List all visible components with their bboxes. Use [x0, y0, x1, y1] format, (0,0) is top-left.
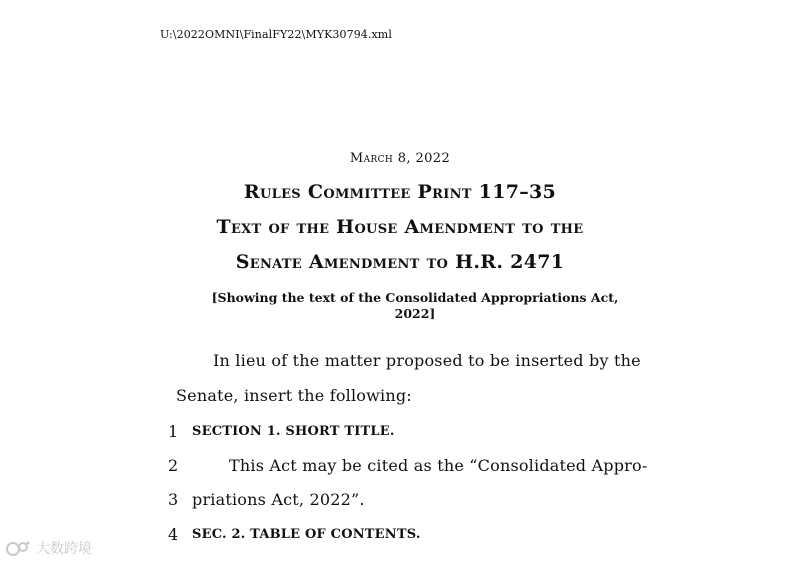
document-title-line-1: Rules Committee Print 117–35: [243, 181, 557, 203]
line-number: 1: [168, 422, 179, 441]
intro-line-2: Senate, insert the following:: [176, 386, 412, 405]
intro-line-1: In lieu of the matter proposed to be inserted by the: [213, 351, 641, 370]
body-text-line: priations Act, 2022”.: [192, 490, 365, 509]
watermark-logo-icon: [6, 539, 32, 557]
document-title-line-3: Senate Amendment to H.R. 2471: [235, 251, 565, 273]
body-text-line: This Act may be cited as the “Consolidated Appro-: [229, 456, 648, 475]
document-date: March 8, 2022: [349, 151, 451, 166]
watermark: [6, 538, 92, 558]
section-heading: SECTION 1. SHORT TITLE.: [192, 424, 395, 439]
line-number: 3: [168, 490, 179, 509]
document-title-line-2: Text of the House Amendment to the: [216, 216, 584, 238]
watermark-text: 大数跨境: [36, 541, 92, 557]
document-subtitle: [Showing the text of the Consolidated Appropriations Act, 2022]: [211, 290, 619, 321]
line-number: 2: [168, 456, 179, 475]
section-heading: SEC. 2. TABLE OF CONTENTS.: [192, 527, 421, 542]
file-path: U:\2022OMNI\FinalFY22\MYK30794.xml: [160, 28, 392, 41]
line-number: 4: [168, 525, 179, 544]
